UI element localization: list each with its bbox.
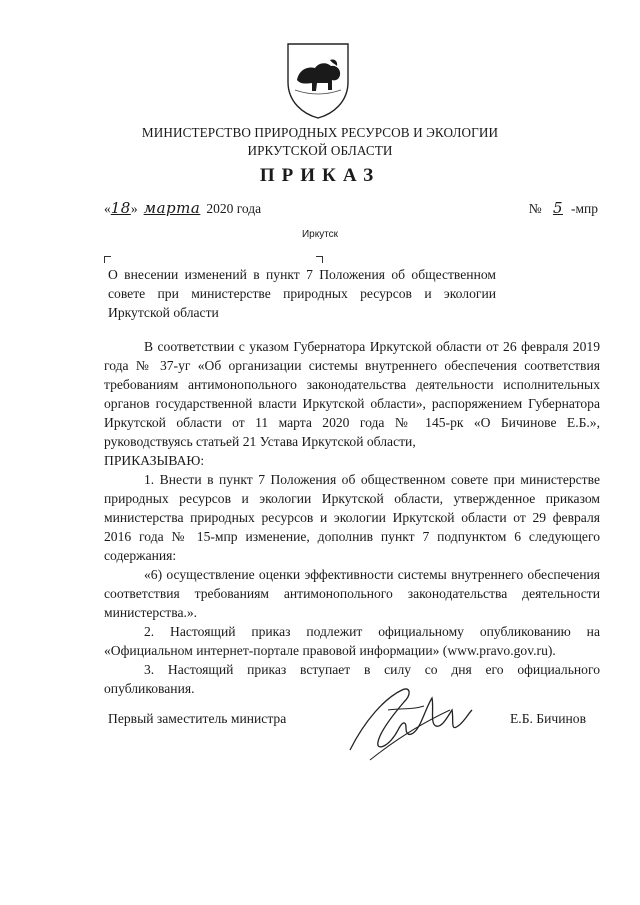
- coat-of-arms-emblem: [283, 40, 353, 120]
- handwritten-signature: [340, 680, 480, 770]
- date-open-quote: «: [104, 201, 111, 216]
- date-day: 18: [110, 199, 131, 217]
- ministry-name-line2: ИРКУТСКОЙ ОБЛАСТИ: [247, 143, 393, 158]
- document-title: ПРИКАЗ: [259, 165, 381, 186]
- preamble-paragraph: В соответствии с указом Губернатора Иркутской области от 26 февраля 2019 года № 37-уг «Об организации системы внутреннего обеспечения соответствия требованиям антимонопольного законодательства деятельности исполнительных органов государственной власти Иркутской области», распоряжением Губернатора Иркутской области от 11 марта 2020 года № 145-рк «О Бичинове Е.Б.», руководствуясь статьей 21 Устава Иркутской области,: [104, 339, 600, 449]
- item-2: 2. Настоящий приказ подлежит официальному опубликованию на «Официальном интернет-портале правовой информации» (www.pravo.gov.ru).: [104, 624, 600, 658]
- document-body: [104, 337, 600, 698]
- ministry-name-line1: МИНИСТЕРСТВО ПРИРОДНЫХ РЕСУРСОВ И ЭКОЛОГИИ: [141, 125, 499, 140]
- date-month: марта: [143, 199, 201, 217]
- city: Иркутск: [301, 229, 339, 240]
- number-prefix: №: [528, 201, 542, 216]
- number-value: 5: [552, 199, 563, 217]
- subject-corner-right: [316, 256, 323, 263]
- item-1: 1. Внести в пункт 7 Положения об общественном совете при министерстве природных ресурсов и экологии Иркутской области, утвержденное приказом министерства природных ресурсов и экологии Иркутской области от 29 февраля 2016 года № 15-мпр изменение, дополнив пункт 7 подпунктом 6 следующего содержания:: [104, 472, 600, 563]
- date-year: 2020 года: [206, 201, 262, 216]
- signer-name: Е.Б. Бичинов: [510, 711, 586, 726]
- item-3: 3. Настоящий приказ вступает в силу со дня его официального опубликования.: [104, 662, 600, 696]
- document-subject: О внесении изменений в пункт 7 Положения об общественном совете при министерстве природных ресурсов и экологии Иркутской области: [108, 267, 496, 320]
- date-close-quote: »: [130, 201, 138, 216]
- number-suffix: -мпр: [570, 201, 598, 216]
- item-1-quote: «6) осуществление оценки эффективности системы внутреннего обеспечения соответствия требованиям антимонопольного законодательства деятельности министерства.».: [104, 567, 600, 620]
- document-date: [104, 199, 261, 217]
- signer-position: Первый заместитель министра: [108, 711, 287, 726]
- document-number: [529, 199, 598, 217]
- order-word: ПРИКАЗЫВАЮ:: [104, 453, 205, 468]
- subject-corner-left: [104, 256, 111, 263]
